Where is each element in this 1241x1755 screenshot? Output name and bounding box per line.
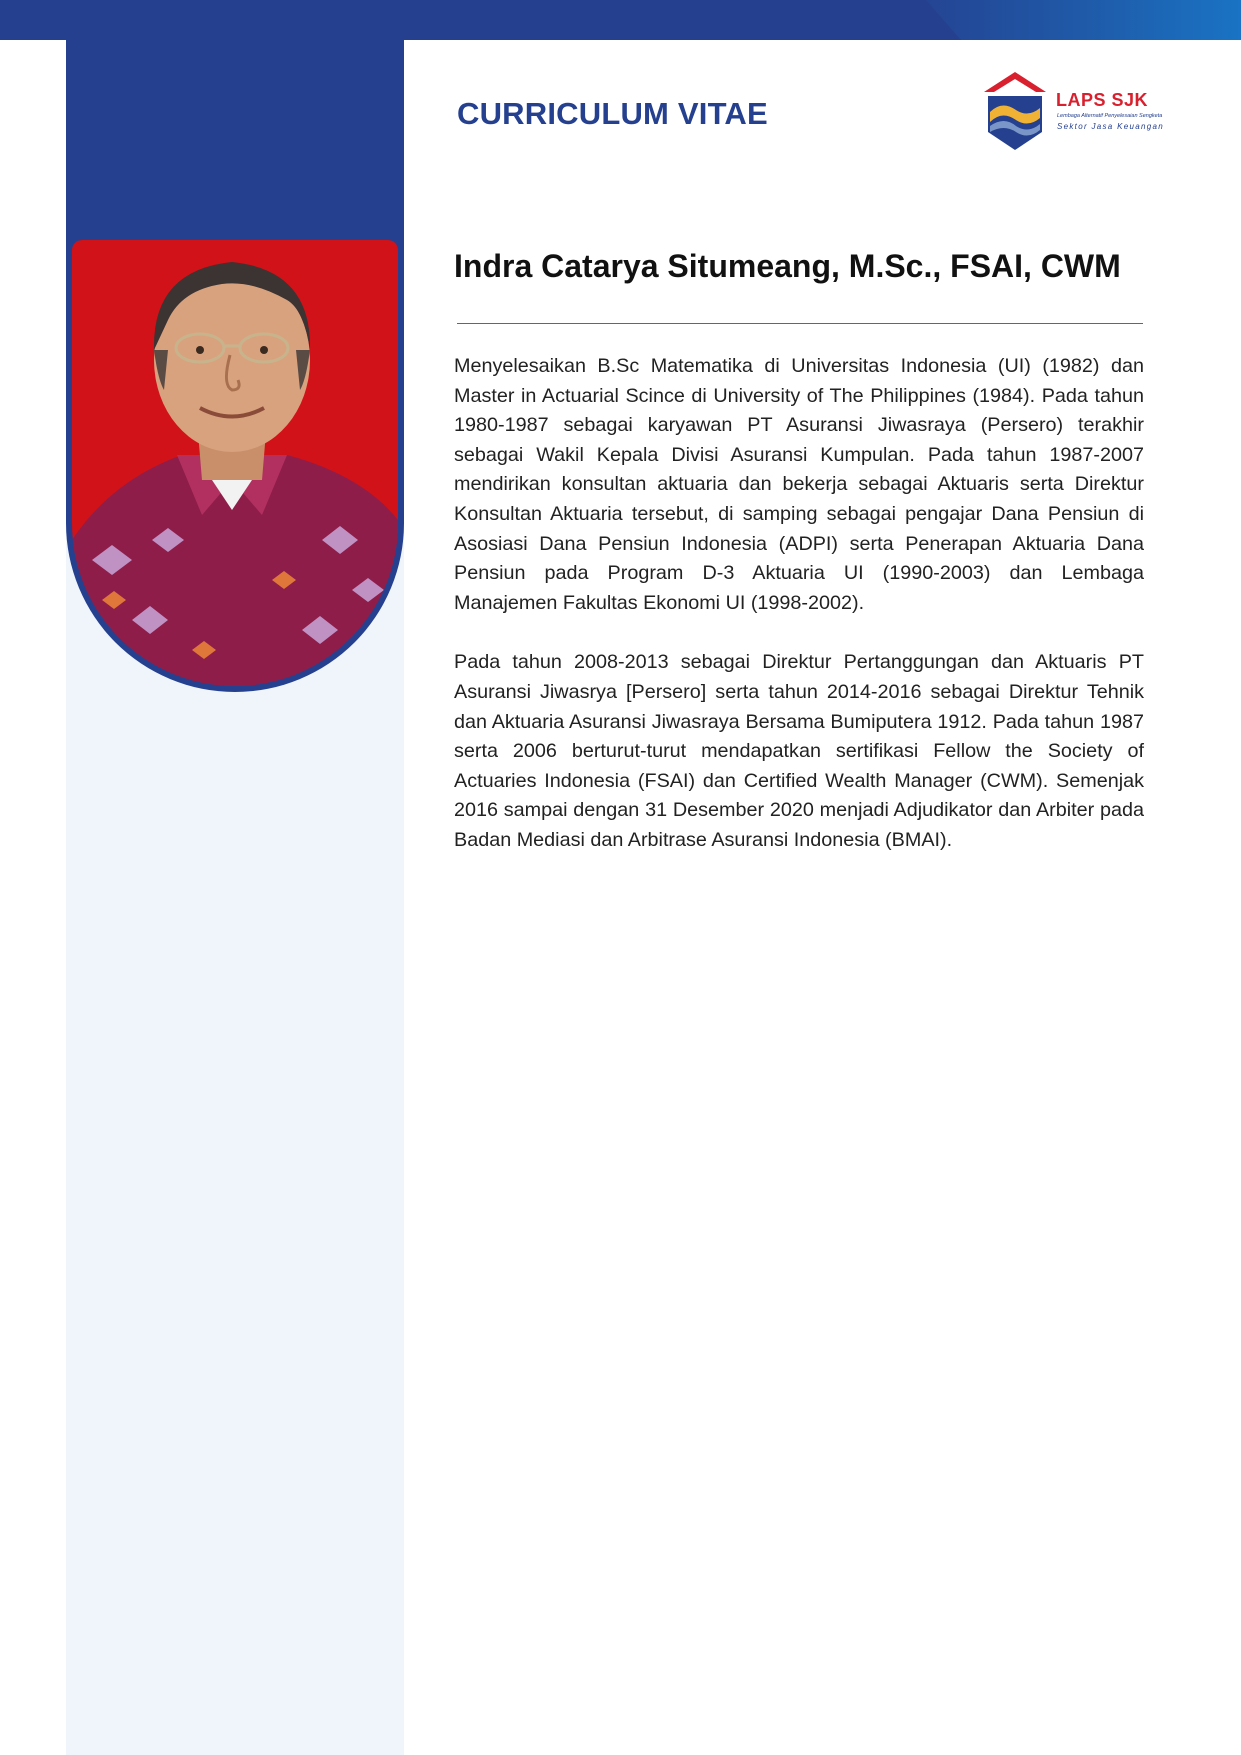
main-card [404,40,1241,1755]
logo-tagline-line1: Lembaga Alternatif Penyelesaian Sengketa [1057,113,1163,119]
bio-paragraph-2: Pada tahun 2008-2013 sebagai Direktur Pertanggungan dan Aktuaris PT Asuransi Jiwasrya [Persero] serta tahun 2014-2016 sebagai Direktur Tehnik dan Aktuaria Asuransi Jiwasraya Bersama Bumiputera 1912. Pada tahun 1987 serta 2006 berturut-turut mendapatkan sertifikasi Fellow the Society of Actuaries Indonesia (FSAI) dan Certified Wealth Manager (CWM). Semenjak 2016 sampai dengan 31 Desember 2020 menjadi Adjudikator dan Arbiter pada Badan Mediasi dan Arbitrase Asuransi Indonesia (BMAI). [454,651,1144,851]
biography [454,352,1144,886]
left-margin [0,40,66,1755]
person-name: Indra Catarya Situmeang, M.Sc., FSAI, CWM [454,248,1121,284]
page-title: CURRICULUM VITAE [457,96,768,131]
name-divider [457,323,1143,324]
bio-paragraph-1: Menyelesaikan B.Sc Matematika di Universitas Indonesia (UI) (1982) dan Master in Actuarial Scince di University of The Philippines (1984). Pada tahun 1980-1987 sebagai karyawan PT Asuransi Jiwasraya (Persero) terakhir sebagai Wakil Kepala Divisi Asuransi Kumpulan. Pada tahun 1987-2007 mendirikan konsultan aktuaria dan bekerja sebagai Aktuaris serta Direktur Konsultan Aktuaria tersebut, di samping sebagai pengajar Dana Pensiun di Asosiasi Dana Pensiun Indonesia (ADPI) serta Penerapan Aktuaria Dana Pensiun pada Program D-3 Aktuaria UI (1990-2003) dan Lembaga Manajemen Fakultas Ekonomi UI (1998-2002). [454,355,1144,614]
laps-sjk-logo [980,70,1180,152]
portrait-photo [72,240,398,686]
logo-tagline-line2: Sektor Jasa Keuangan [1057,122,1164,131]
logo-title: LAPS SJK [1056,90,1149,110]
handshake-roof-icon [980,70,1050,152]
portrait-illustration [72,240,398,686]
